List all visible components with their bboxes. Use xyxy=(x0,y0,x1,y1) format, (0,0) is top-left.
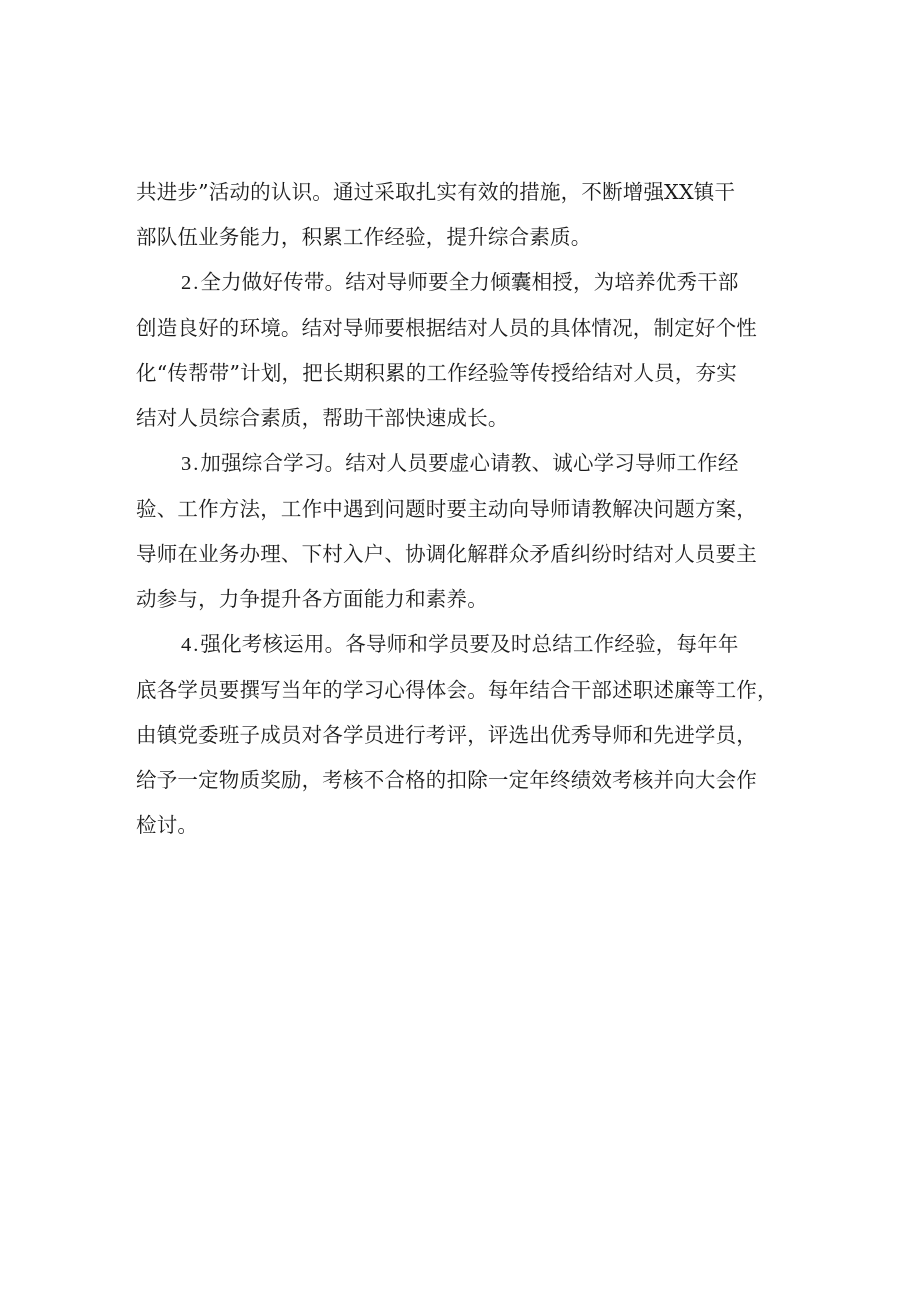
paragraph-line: 给予一定物质奖励，考核不合格的扣除一定年终绩效考核并向大会作 xyxy=(136,768,757,792)
item-text: 强化考核运用。各导师和学员要及时总结工作经验，每年年 xyxy=(200,632,739,656)
paragraph-line: 部队伍业务能力，积累工作经验，提升综合素质。 xyxy=(136,225,592,249)
paragraph-line: 共进步”活动的认识。通过采取扎实有效的措施，不断增强XX镇干 xyxy=(136,180,736,204)
paragraph-line: 底各学员要撰写当年的学习心得体会。每年结合干部述职述廉等工作， xyxy=(136,678,778,702)
paragraph-line: 检讨。 xyxy=(136,813,199,837)
item-text: 加强综合学习。结对人员要虚心请教、诚心学习导师工作经 xyxy=(200,451,739,475)
paragraph-line: 导师在业务办理、下村入户、协调化解群众矛盾纠纷时结对人员要主 xyxy=(136,542,757,566)
paragraph-item-4 xyxy=(136,622,790,848)
document-body xyxy=(136,170,790,848)
paragraph-line: 创造良好的环境。结对导师要根据结对人员的具体情况，制定好个性 xyxy=(136,316,757,340)
paragraph-line xyxy=(136,441,790,487)
paragraph-line xyxy=(136,622,790,668)
paragraph-line xyxy=(136,260,790,306)
paragraph-line: 动参与，力争提升各方面能力和素养。 xyxy=(136,587,488,611)
paragraph-line: 由镇党委班子成员对各学员进行考评，评选出优秀导师和先进学员， xyxy=(136,723,757,747)
paragraph-line: 结对人员综合素质，帮助干部快速成长。 xyxy=(136,406,509,430)
item-number: 2. xyxy=(181,272,201,294)
paragraph-item-3 xyxy=(136,441,790,622)
paragraph-continuation xyxy=(136,170,790,260)
paragraph-item-2 xyxy=(136,260,790,441)
paragraph-line: 验、工作方法，工作中遇到问题时要主动向导师请教解决问题方案， xyxy=(136,497,757,521)
paragraph-line: 化“传帮带”计划，把长期积累的工作经验等传授给结对人员，夯实 xyxy=(136,361,737,385)
item-number: 3. xyxy=(181,453,201,475)
item-number: 4. xyxy=(181,634,201,656)
item-text: 全力做好传带。结对导师要全力倾囊相授，为培养优秀干部 xyxy=(200,270,739,294)
